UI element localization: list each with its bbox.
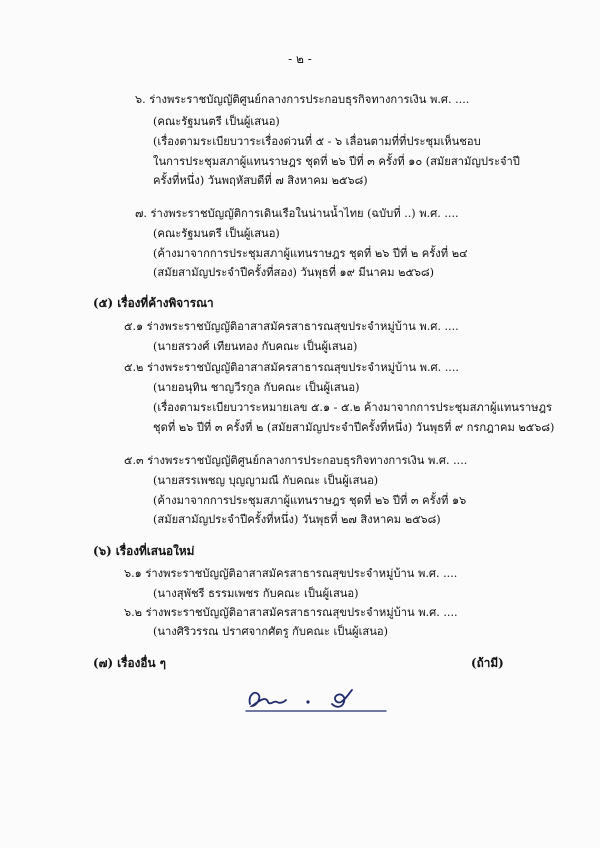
item-6-note-line2: ในการประชุมสภาผู้แทนราษฎร ชุดที่ ๒๖ ปีที่ ๓ ครั้งที่ ๑๐ (สมัยสามัญประจำปี [153, 155, 520, 168]
item-7-note-line2: (สมัยสามัญประจำปีครั้งที่สอง) วันพุธที่ ๑๙ มีนาคม ๒๕๖๘) [153, 266, 435, 279]
section-7-note: (ถ้ามี) [471, 656, 504, 670]
item-5-3-title: ๕.๓ ร่างพระราชบัญญัติศูนย์กลางการประกอบธุรกิจทางการเงิน พ.ศ. .... [124, 454, 468, 467]
item-6-1-proposer: (นางสุพัชรี ธรรมเพชร กับคณะ เป็นผู้เสนอ) [153, 587, 359, 600]
item-6-proposer: (คณะรัฐมนตรี เป็นผู้เสนอ) [153, 115, 280, 128]
item-5-1-proposer: (นายสรวงศ์ เทียนทอง กับคณะ เป็นผู้เสนอ) [153, 340, 358, 353]
item-6-note-line3: ครั้งที่หนึ่ง) วันพฤหัสบดีที่ ๗ สิงหาคม ๒๕๖๘) [153, 174, 368, 187]
item-6-title: ๖. ร่างพระราชบัญญัติศูนย์กลางการประกอบธุรกิจทางการเงิน พ.ศ. .... [135, 93, 470, 106]
item-6-2-proposer: (นางศิริวรรณ ปราศจากศัตรู กับคณะ เป็นผู้เสนอ) [153, 625, 388, 638]
item-5-2-note-line2: ชุดที่ ๒๖ ปีที่ ๓ ครั้งที่ ๒ (สมัยสามัญประจำปีครั้งที่หนึ่ง) วันพุธที่ ๙ กรกฎาคม ๒๕๖๘) [153, 421, 555, 434]
item-7-proposer: (คณะรัฐมนตรี เป็นผู้เสนอ) [153, 227, 280, 240]
item-7-note-line1: (ค้างมาจากการประชุมสภาผู้แทนราษฎร ชุดที่ ๒๖ ปีที่ ๒ ครั้งที่ ๒๔ [153, 247, 468, 260]
page-number: - ๒ - [288, 52, 312, 66]
item-6-note-line1: (เรื่องตามระเบียบวาระเรื่องด่วนที่ ๕ - ๖ เลื่อนตามที่ที่ประชุมเห็นชอบ [153, 135, 481, 148]
item-6-2-title: ๖.๒ ร่างพระราชบัญญัติอาสาสมัครสาธารณสุขประจำหมู่บ้าน พ.ศ. .... [124, 606, 458, 619]
item-5-2-title: ๕.๒ ร่างพระราชบัญญัติอาสาสมัครสาธารณสุขประจำหมู่บ้าน พ.ศ. .... [124, 361, 459, 374]
section-7-heading: (๗) เรื่องอื่น ๆ [93, 656, 166, 670]
item-6-1-title: ๖.๑ ร่างพระราชบัญญัติอาสาสมัครสาธารณสุขประจำหมู่บ้าน พ.ศ. .... [124, 567, 458, 580]
item-5-2-note-line1: (เรื่องตามระเบียบวาระหมายเลข ๕.๑ - ๕.๒ ค้างมาจากการประชุมสภาผู้แทนราษฎร [153, 401, 553, 414]
item-7-title: ๗. ร่างพระราชบัญญัติการเดินเรือในน่านน้ำไทย (ฉบับที่ ..) พ.ศ. .... [135, 207, 459, 220]
item-5-3-note-line1: (ค้างมาจากการประชุมสภาผู้แทนราษฎร ชุดที่ ๒๖ ปีที่ ๓ ครั้งที่ ๑๖ [153, 494, 467, 507]
item-5-2-proposer: (นายอนุทิน ชาญวีรกูล กับคณะ เป็นผู้เสนอ) [153, 381, 360, 394]
section-6-heading: (๖) เรื่องที่เสนอใหม่ [93, 544, 195, 558]
item-5-3-note-line2: (สมัยสามัญประจำปีครั้งที่หนึ่ง) วันพุธที่ ๒๗ สิงหาคม ๒๕๖๘) [153, 513, 441, 526]
signature-image [240, 678, 390, 718]
item-5-3-proposer: (นายสรรเพชญ บุญญามณี กับคณะ เป็นผู้เสนอ) [153, 474, 379, 487]
item-5-1-title: ๕.๑ ร่างพระราชบัญญัติอาสาสมัครสาธารณสุขประจำหมู่บ้าน พ.ศ. .... [124, 320, 459, 333]
section-5-heading: (๕) เรื่องที่ค้างพิจารณา [93, 296, 214, 310]
